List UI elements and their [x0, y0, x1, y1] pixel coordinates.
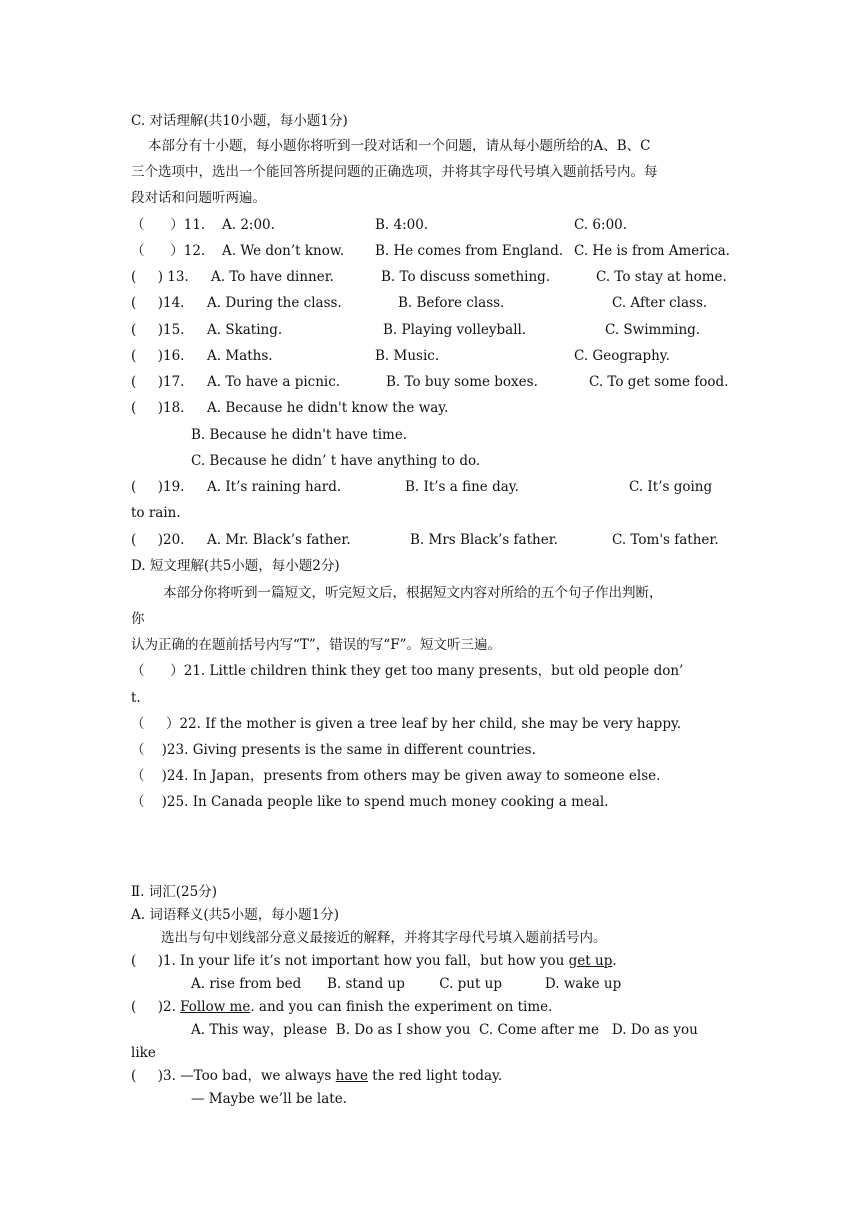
- option-c: C. After class.: [612, 295, 708, 311]
- answer-bracket: ( )17.: [131, 374, 185, 390]
- option-a: A. Because he didn't know the way.: [207, 400, 449, 416]
- part-2-title: Ⅱ. 词汇(25分): [131, 884, 217, 900]
- option-c: C. Geography.: [574, 348, 670, 364]
- option-c: C. To get some food.: [589, 374, 729, 390]
- vocab-question-1: [131, 952, 617, 970]
- section-c-intro-line1: 本部分有十小题，每小题你将听到一段对话和一个问题，请从每小题所给的A、B、C: [148, 138, 651, 154]
- option-b: B. Because he didn't have time.: [191, 427, 408, 443]
- question-21-continued: t.: [131, 690, 141, 706]
- option-c: C. He is from America.: [574, 243, 730, 259]
- underlined-phrase: get up: [568, 953, 613, 969]
- question-21: （ ）21. Little children think they get too many presents，but old people don’: [131, 663, 684, 679]
- vocab-question-1-options: A. rise from bed B. stand up C. put up D. wake up: [191, 976, 622, 992]
- question-25: （ )25. In Canada people like to spend much money cooking a meal.: [131, 794, 609, 810]
- option-c: C. To stay at home.: [596, 269, 727, 285]
- vocab-question-3-reply: — Maybe we’ll be late.: [191, 1091, 347, 1107]
- section-a-instruction: 选出与句中划线部分意义最接近的解释，并将其字母代号填入题前括号内。: [161, 930, 607, 946]
- option-a: A. 2:00.: [222, 217, 275, 233]
- option-a: A. Skating.: [207, 322, 283, 338]
- option-c: C. Because he didn’ t have anything to do.: [191, 453, 481, 469]
- question-23: （ )23. Giving presents is the same in different countries.: [131, 742, 536, 758]
- question-text: ( )2.: [131, 999, 181, 1015]
- option-c: C. Tom's father.: [612, 532, 719, 548]
- answer-bracket: ( ) 13.: [131, 269, 189, 285]
- option-a: A. Mr. Black’s father.: [207, 532, 351, 548]
- option-b: B. 4:00.: [375, 217, 429, 233]
- question-text-end: . and you can finish the experiment on time.: [250, 999, 553, 1015]
- answer-bracket: ( )20.: [131, 532, 185, 548]
- option-a: A. It’s raining hard.: [207, 479, 342, 495]
- option-b: B. Mrs Black’s father.: [410, 532, 558, 548]
- option-b: B. It’s a fine day.: [405, 479, 519, 495]
- option-c: C. It’s going: [629, 479, 713, 495]
- question-text: ( )1. In your life it’s not important how you fall，but how you: [131, 953, 569, 969]
- option-b: B. To discuss something.: [381, 269, 551, 285]
- option-b: B. He comes from England.: [375, 243, 564, 259]
- question-24: （ )24. In Japan，presents from others may be given away to someone else.: [131, 768, 661, 784]
- vocab-question-2-options-continued: like: [131, 1045, 156, 1061]
- option-a: A. We don’t know.: [222, 243, 345, 259]
- section-d-intro-line3: 认为正确的在题前括号内写“T”，错误的写“F”。短文听三遍。: [131, 637, 501, 653]
- underlined-phrase: have: [335, 1068, 369, 1084]
- option-b: B. Playing volleyball.: [383, 322, 527, 338]
- option-c-continued: to rain.: [131, 505, 181, 521]
- option-b: B. Music.: [375, 348, 440, 364]
- question-text: ( )3. —Too bad，we always: [131, 1068, 336, 1084]
- option-a: A. Maths.: [207, 348, 273, 364]
- option-a: A. To have a picnic.: [207, 374, 341, 390]
- option-a: A. During the class.: [207, 295, 342, 311]
- answer-bracket: （ ）11.: [131, 217, 206, 233]
- question-text-end: .: [612, 953, 617, 969]
- vocab-question-2: [131, 998, 552, 1016]
- section-d-intro-line1: 本部分你将听到一篇短文，听完短文后，根据短文内容对所给的五个句子作出判断，: [163, 585, 663, 601]
- answer-bracket: ( )14.: [131, 295, 185, 311]
- answer-bracket: （ ）12.: [131, 243, 206, 259]
- option-c: C. Swimming.: [605, 322, 701, 338]
- section-a-title: A. 词语释义(共5小题，每小题1分): [131, 907, 340, 923]
- section-d-intro-line2: 你: [131, 611, 145, 627]
- vocab-question-2-options: A. This way，please B. Do as I show you C. Come after me D. Do as you: [191, 1022, 698, 1038]
- underlined-phrase: Follow me: [180, 999, 251, 1015]
- section-c-intro-line2: 三个选项中，选出一个能回答所提问题的正确选项，并将其字母代号填入题前括号内。每: [131, 164, 658, 180]
- section-d-title: D. 短文理解(共5小题，每小题2分): [131, 558, 340, 574]
- section-c-title: C. 对话理解(共10小题，每小题1分): [131, 113, 348, 129]
- question-text-end: the red light today.: [368, 1068, 503, 1084]
- option-c: C. 6:00.: [574, 217, 628, 233]
- answer-bracket: ( )16.: [131, 348, 185, 364]
- question-22: （ ）22. If the mother is given a tree leaf by her child, she may be very happy.: [131, 716, 682, 732]
- answer-bracket: ( )15.: [131, 322, 185, 338]
- option-b: B. Before class.: [398, 295, 505, 311]
- answer-bracket: ( )19.: [131, 479, 185, 495]
- section-c-intro-line3: 段对话和问题听两遍。: [131, 190, 266, 206]
- vocab-question-3: [131, 1067, 502, 1085]
- option-b: B. To buy some boxes.: [386, 374, 538, 390]
- option-a: A. To have dinner.: [211, 269, 334, 285]
- answer-bracket: ( )18.: [131, 400, 185, 416]
